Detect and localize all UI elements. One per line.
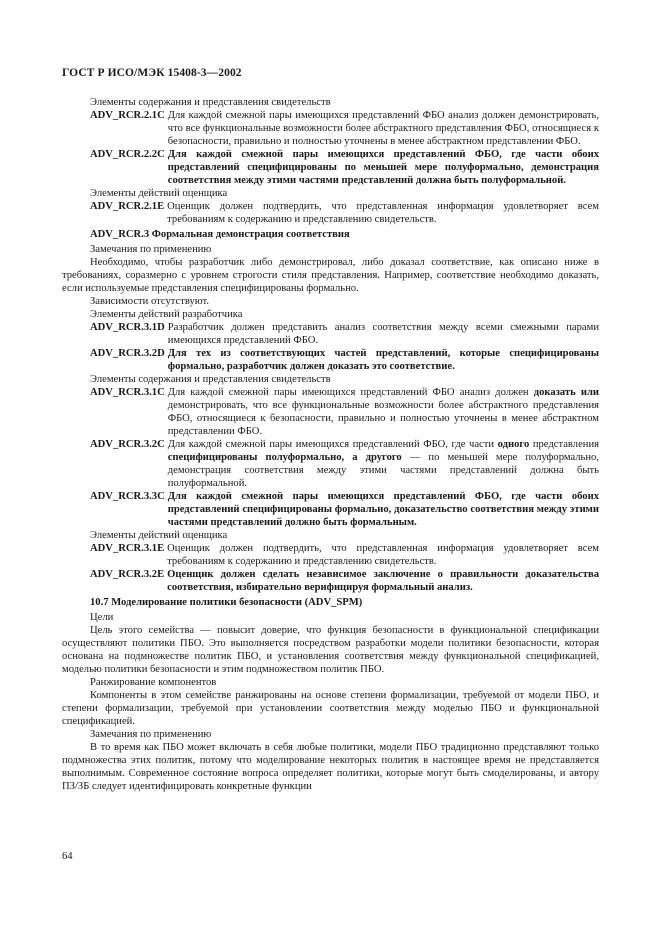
requirement-code: ADV_RCR.3.1E [90,543,165,554]
requirement-code: ADV_RCR.2.2C [90,149,165,160]
requirement-code: ADV_RCR.2.1C [90,110,165,121]
requirement-text: Разработчик должен представить анализ соответствия между всеми смежными парами имеющихся представлений ФБО. [167,322,599,346]
requirement-code: ADV_RCR.3.2D [90,348,165,359]
requirement-text: Оценщик должен подтвердить, что представленная информация удовлетворяет всем требованиям к содержанию и представлению свидетельств. [167,543,599,567]
requirement-code: ADV_RCR.3.2C [90,439,165,450]
component-title: ADV_RCR.3 Формальная демонстрация соответствия [90,229,350,240]
text-run: демонстрировать, что все функциональные возможности более абстрактного представления ФБО, относящиеся к безопасности, правильно и полностью уточнены в менее абстрактном представлении ФБО. [167,400,599,437]
requirement-text: Для каждой смежной пары имеющихся представлений ФБО анализ должен демонстрировать, что все функциональные возможности более абстрактного представления ФБО, относящиеся к безопасности, правильно и полностью уточнены в менее абстрактном представлении ФБО. [167,110,599,147]
requirement-text [168,386,599,438]
paragraph: Необходимо, чтобы разработчик либо демонстрировал, либо доказал соответствие, как описано ниже в требованиях, соразмерно с уровнем строгости стиля представления. Например, соответствие необходимо доказать, если используемые представления специфицированы формально. [62,257,599,294]
requirement-text: Оценщик должен сделать независимое заключение о правильности доказательства соответствия, избирательно верифицируя формальный анализ. [167,569,599,593]
subsection-title: 10.7 Моделирование политики безопасности (ADV_SPM) [90,597,363,608]
paragraph: В то время как ПБО может включать в себя любые политики, модели ПБО традиционно представляют только подмножества этих политик, потому что моделирование некоторых политик в настоящее время не представляется выполнимым. Современное состояние вопроса определяет политики, которые могут быть смоделированы, и автору ПЗ/ЗБ следует идентифицировать конкретные функции [62,742,599,792]
requirement-item [62,109,599,148]
requirement-item [62,200,599,226]
requirement-text [168,438,599,490]
requirement-text: Для каждой смежной пары имеющихся представлений ФБО, где части обоих представлений специфицированы формально, доказательство соответствия между этими частями представлений должно быть формальным. [167,491,599,528]
requirement-item [62,386,599,438]
text-run-bold: доказать или [533,387,599,398]
requirement-code: ADV_RCR.3.1D [90,322,165,333]
requirement-text: Для тех из соответствующих частей представлений, которые специфицированы формально, разработчик должен доказать это соответствие. [167,348,599,372]
requirement-item [62,438,599,490]
section-label: Замечания по применению [90,729,212,740]
text-run: Для каждой смежной пары имеющихся представлений ФБО, где части [167,439,498,450]
text-run: представления [529,439,599,450]
text-run-bold: одного [497,439,530,450]
section-label: Цели [90,612,114,623]
section-label: Зависимости отсутствуют. [90,296,210,307]
paragraph: Компоненты в этом семействе ранжированы на основе степени формализации, требуемой от модели ПБО, и степени формализации, требуемой при установлении соответствия между моделью ПБО и функциональной спецификацией. [62,690,599,727]
document-header: ГОСТ Р ИСО/МЭК 15408-3—2002 [62,67,242,79]
text-run-bold: специфицированы полуформально, а другого [167,452,402,463]
document-body [62,96,599,793]
page-number: 64 [62,851,73,862]
text-run: — по меньшей мере полуформально, демонстрация соответствия между этими частями представлений должна быть полуформальной. [167,452,599,489]
requirement-item [62,321,599,347]
requirement-item [62,542,599,568]
section-label: Элементы действий оценщика [90,530,228,541]
requirement-item [62,490,599,529]
text-run: Для каждой смежной пары имеющихся представлений ФБО анализ должен [167,387,534,398]
section-label: Элементы действий оценщика [90,188,228,199]
requirement-text: Оценщик должен подтвердить, что представленная информация удовлетворяет всем требованиям к содержанию и представлению свидетельств. [167,201,599,225]
requirement-code: ADV_RCR.3.1C [90,387,165,398]
requirement-code: ADV_RCR.3.2E [90,569,165,580]
section-label: Ранжирование компонентов [90,677,217,688]
requirement-code: ADV_RCR.3.3C [90,491,165,502]
section-label: Элементы содержания и представления свидетельств [90,374,331,385]
requirement-code: ADV_RCR.2.1E [90,201,165,212]
requirement-item [62,568,599,594]
paragraph: Цель этого семейства — повысит доверие, что функция безопасности в функциональной спецификации осуществляют политики ПБО. Это выполняется посредством разработки модели политики безопасности, которая основана на подмножестве политик ПБО, и установления соответствия между функциональной спецификацией, моделью политики безопасности и этим подмножеством политик ПБО. [62,625,599,675]
requirement-text: Для каждой смежной пары имеющихся представлений ФБО, где части обоих представлений специфицированы по меньшей мере полуформально, демонстрация соответствия между этими частями представлений должна быть полуформальной. [167,149,599,186]
section-label: Элементы действий разработчика [90,309,243,320]
requirement-item [62,347,599,373]
section-label: Замечания по применению [90,244,212,255]
section-label: Элементы содержания и представления свидетельств [90,97,331,108]
requirement-item [62,148,599,187]
